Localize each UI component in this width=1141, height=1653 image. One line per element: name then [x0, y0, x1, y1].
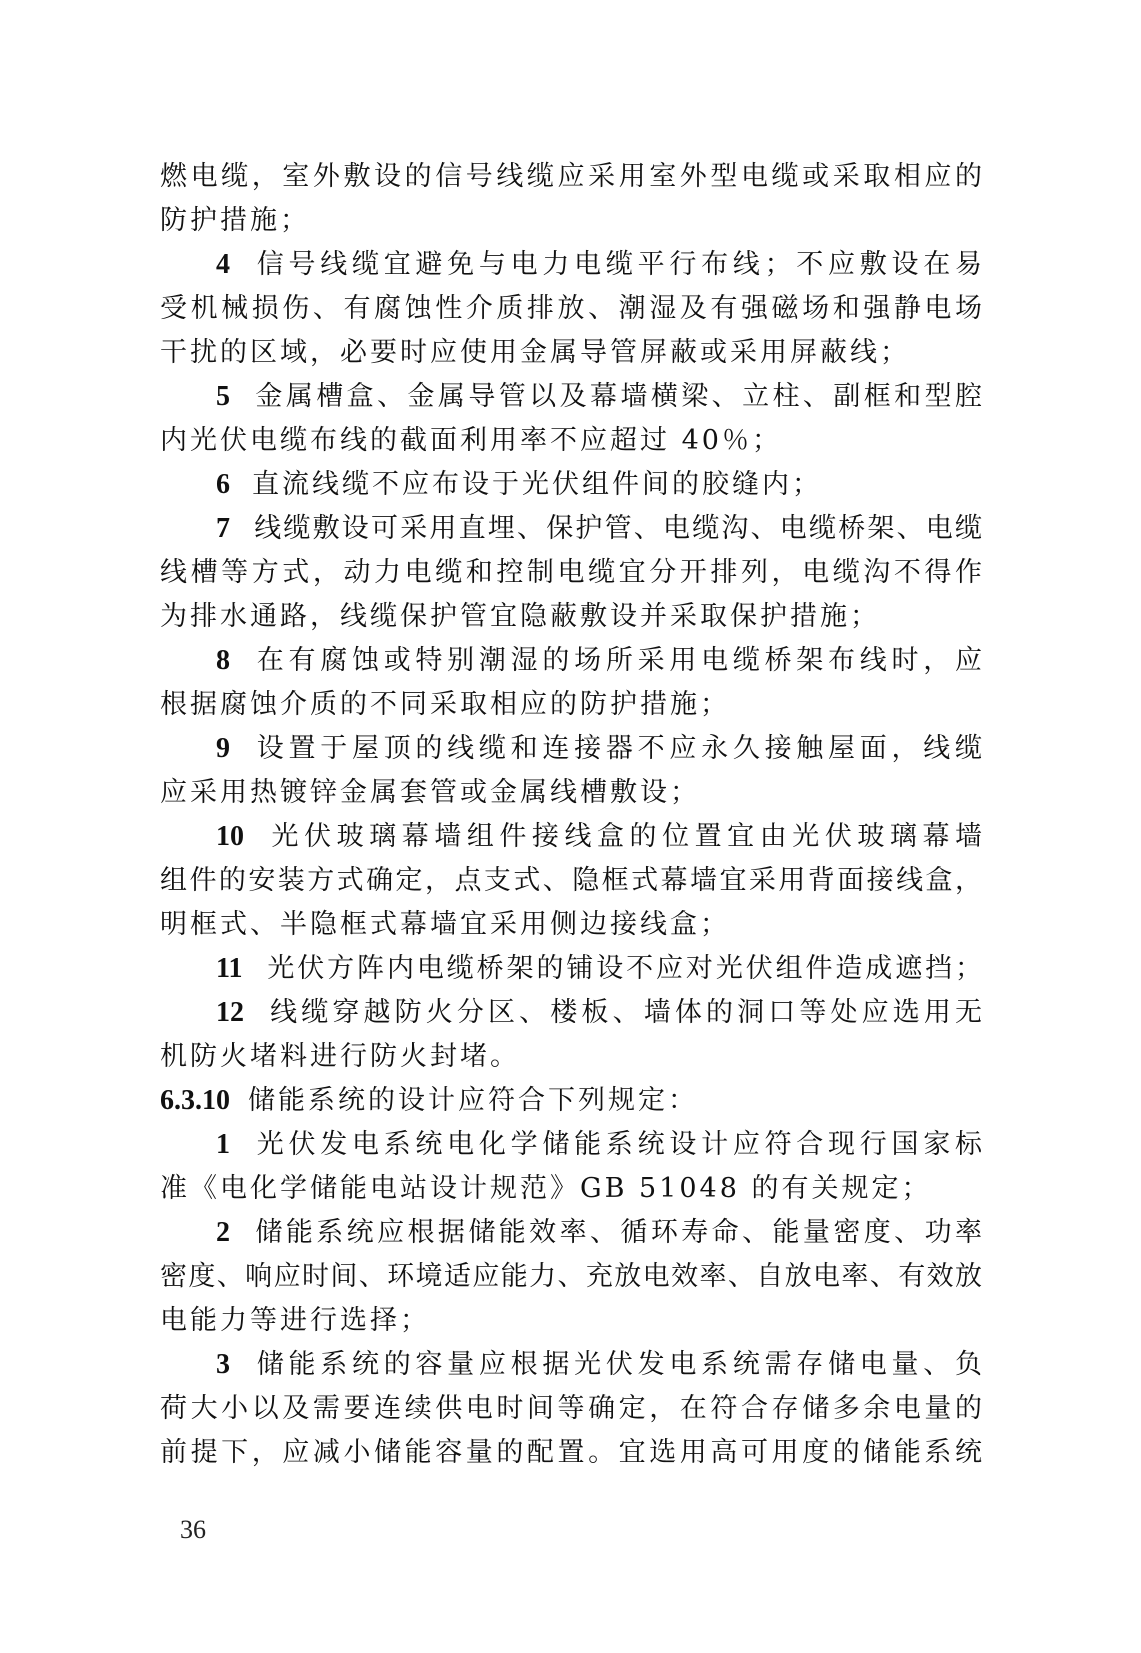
item-number: 1 — [216, 1129, 230, 1160]
text-line — [160, 463, 982, 507]
text-line — [160, 375, 982, 419]
text-line — [160, 419, 982, 463]
line-text: 在有腐蚀或特别潮湿的场所采用电缆桥架布线时，应 — [252, 645, 982, 676]
line-text: 机防火堵料进行防火封堵。 — [160, 1041, 520, 1072]
text-line — [160, 683, 982, 727]
line-text: 储能系统的容量应根据光伏发电系统需存储电量、负 — [252, 1349, 982, 1380]
text-line — [160, 947, 982, 991]
item-number: 4 — [216, 249, 230, 280]
item-number: 2 — [216, 1217, 230, 1248]
item-number: 10 — [216, 821, 244, 852]
line-text: 受机械损伤、有腐蚀性介质排放、潮湿及有强磁场和强静电场 — [160, 293, 982, 324]
line-text: 准《电化学储能电站设计规范》GB 51048 的有关规定； — [160, 1173, 932, 1204]
line-text: 直流线缆不应布设于光伏组件间的胶缝内； — [252, 469, 822, 500]
item-number: 11 — [216, 953, 243, 984]
line-text: 设置于屋顶的线缆和连接器不应永久接触屋面，线缆 — [252, 733, 982, 764]
text-line — [160, 1167, 982, 1211]
text-line — [160, 1343, 982, 1387]
line-text: 线缆敷设可采用直埋、保护管、电缆沟、电缆桥架、电缆 — [252, 513, 982, 544]
line-text: 储能系统的设计应符合下列规定： — [248, 1085, 698, 1116]
item-number: 6 — [216, 469, 230, 500]
text-line — [160, 1211, 982, 1255]
text-line — [160, 1123, 982, 1167]
text-line — [160, 639, 982, 683]
text-line — [160, 595, 982, 639]
line-text: 线槽等方式，动力电缆和控制电缆宜分开排列，电缆沟不得作 — [160, 557, 982, 588]
line-text: 干扰的区域，必要时应使用金属导管屏蔽或采用屏蔽线； — [160, 337, 910, 368]
line-text: 电能力等进行选择； — [160, 1305, 430, 1336]
line-text: 为排水通路，线缆保护管宜隐蔽敷设并采取保护措施； — [160, 601, 880, 632]
item-number: 12 — [216, 997, 244, 1028]
line-text: 储能系统应根据储能效率、循环寿命、能量密度、功率 — [252, 1217, 982, 1248]
line-text: 光伏发电系统电化学储能系统设计应符合现行国家标 — [252, 1129, 982, 1160]
body-text — [160, 155, 982, 1475]
item-number: 5 — [216, 381, 230, 412]
line-text: 前提下，应减小储能容量的配置。宜选用高可用度的储能系统 — [160, 1437, 982, 1468]
line-text: 密度、响应时间、环境适应能力、充放电效率、自放电率、有效放 — [160, 1261, 982, 1292]
line-text: 光伏方阵内电缆桥架的铺设不应对光伏组件造成遮挡； — [264, 953, 982, 984]
line-text: 应采用热镀锌金属套管或金属线槽敷设； — [160, 777, 700, 808]
text-line — [160, 551, 982, 595]
item-number: 9 — [216, 733, 230, 764]
text-line — [160, 903, 982, 947]
text-line — [160, 771, 982, 815]
text-line — [160, 1387, 982, 1431]
text-line — [160, 1079, 982, 1123]
text-line — [160, 155, 982, 199]
line-text: 金属槽盒、金属导管以及幕墙横梁、立柱、副框和型腔 — [252, 381, 982, 412]
text-line — [160, 199, 982, 243]
text-line — [160, 287, 982, 331]
line-text: 信号线缆宜避免与电力电缆平行布线；不应敷设在易 — [252, 249, 982, 280]
line-text: 燃电缆，室外敷设的信号线缆应采用室外型电缆或采取相应的 — [160, 161, 982, 192]
text-line — [160, 1255, 982, 1299]
text-line — [160, 507, 982, 551]
line-text: 组件的安装方式确定，点支式、隐框式幕墙宜采用背面接线盒， — [160, 865, 982, 896]
clause-number: 6.3.10 — [160, 1085, 230, 1116]
text-line — [160, 991, 982, 1035]
item-number: 3 — [216, 1349, 230, 1380]
line-text: 荷大小以及需要连续供电时间等确定，在符合存储多余电量的 — [160, 1393, 982, 1424]
text-line — [160, 331, 982, 375]
text-line — [160, 1035, 982, 1079]
text-line — [160, 1431, 982, 1475]
line-text: 明框式、半隐框式幕墙宜采用侧边接线盒； — [160, 909, 730, 940]
text-line — [160, 815, 982, 859]
page-number: 36 — [180, 1515, 206, 1544]
item-number: 8 — [216, 645, 230, 676]
text-line — [160, 243, 982, 287]
line-text: 光伏玻璃幕墙组件接线盒的位置宜由光伏玻璃幕墙 — [266, 821, 982, 852]
text-line — [160, 1299, 982, 1343]
text-line — [160, 859, 982, 903]
line-text: 内光伏电缆布线的截面利用率不应超过 40％； — [160, 425, 782, 456]
line-text: 根据腐蚀介质的不同采取相应的防护措施； — [160, 689, 730, 720]
text-line — [160, 727, 982, 771]
line-text: 防护措施； — [160, 205, 310, 236]
line-text: 线缆穿越防火分区、楼板、墙体的洞口等处应选用无 — [266, 997, 982, 1028]
item-number: 7 — [216, 513, 230, 544]
